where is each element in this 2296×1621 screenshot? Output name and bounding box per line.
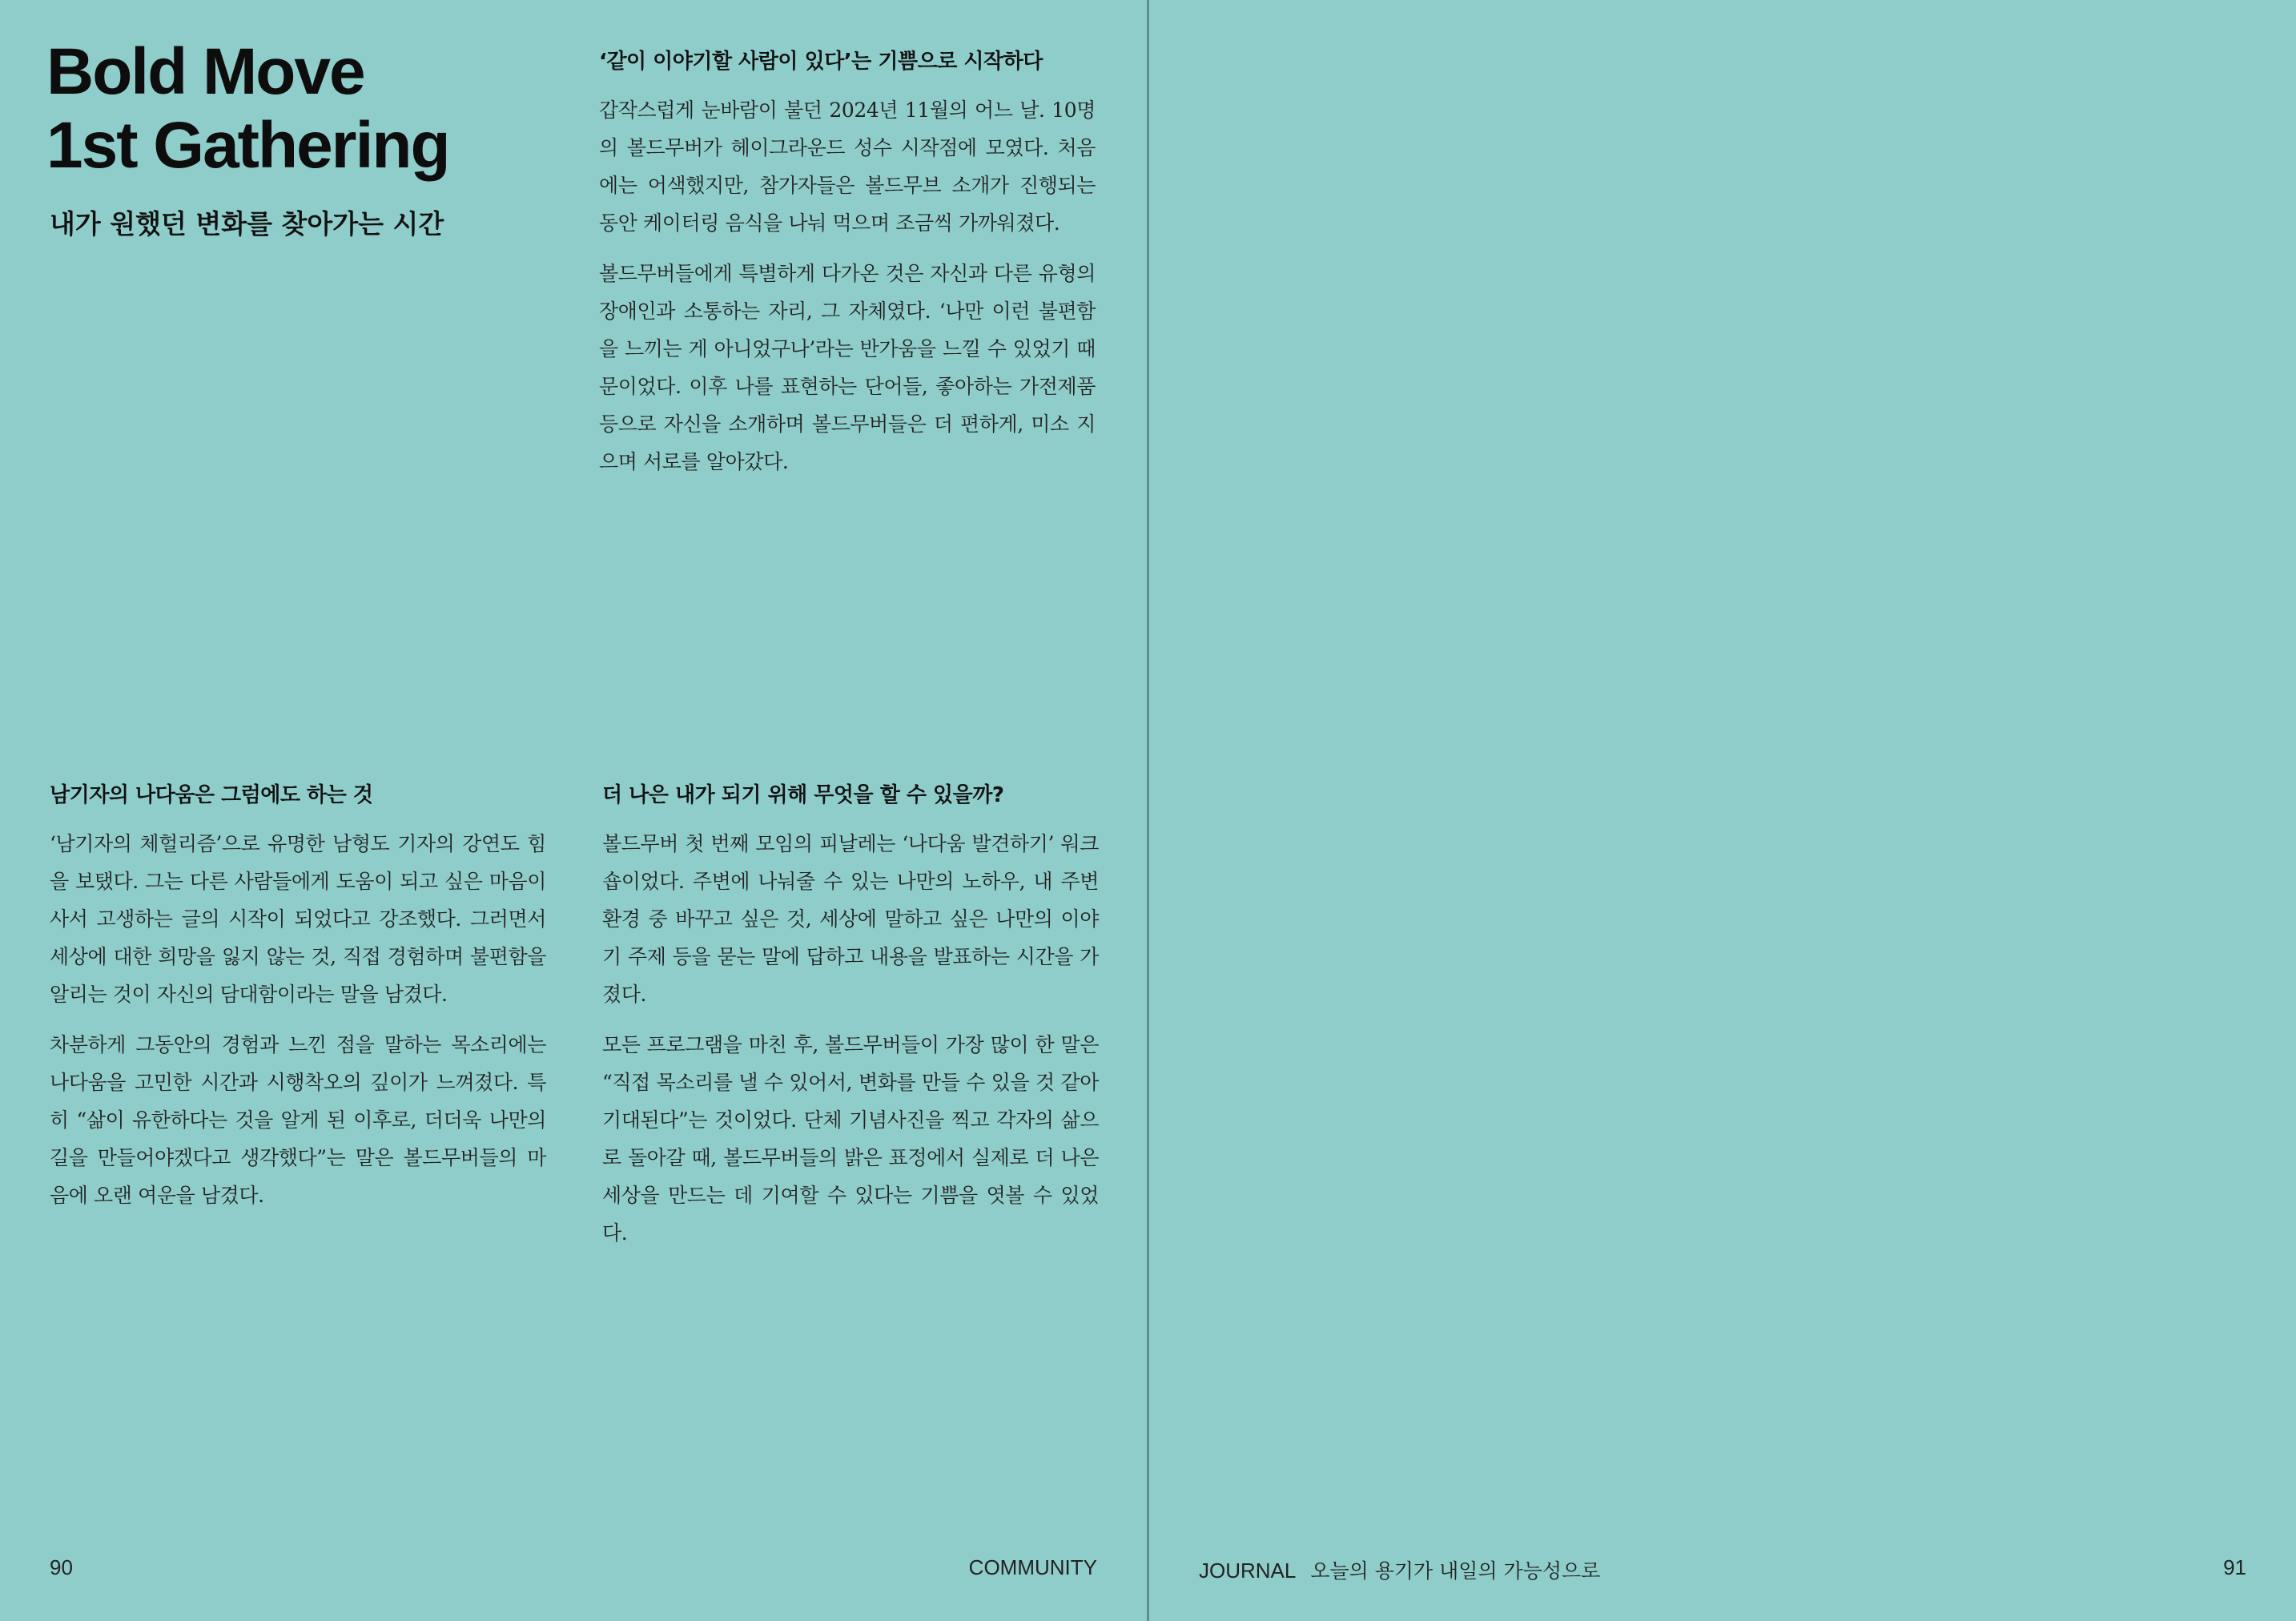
left-page — [0, 0, 1147, 1621]
section-paragraph: 볼드무버 첫 번째 모임의 피날레는 ‘나다움 발견하기’ 워크숍이었다. 주변에 나눠줄 수 있는 나만의 노하우, 내 주변 환경 중 바꾸고 싶은 것, 세상에 말하고 싶은 나만의 이야기 주제 등을 묻는 말에 답하고 내용을 발표하는 시간을 가졌다. — [602, 832, 1099, 1006]
section-paragraph: ‘남기자의 체헐리즘’으로 유명한 남형도 기자의 강연도 힘을 보탰다. 그는 다른 사람들에게 도움이 되고 싶은 마음이 사서 고생하는 글의 시작이 되었다고 강조했다. 그러면서 세상에 대한 희망을 잃지 않는 것, 직접 경험하며 불편함을 알리는 것이 자신의 담대함이라는 말을 남겼다. — [50, 832, 546, 1006]
section-nagija-identity — [50, 778, 546, 1227]
journal-running-head — [1199, 1555, 1600, 1584]
page-number-right: 91 — [2223, 1555, 2246, 1579]
title-line-2: 1st Gathering — [46, 109, 449, 182]
section-paragraph: 갑작스럽게 눈바람이 불던 2024년 11월의 어느 날. 10명의 볼드무버가 헤이그라운드 성수 시작점에 모였다. 처음에는 어색했지만, 참가자들은 볼드무브 소개가 진행되는 동안 케이터링 음식을 나눠 먹으며 조금씩 가까워졌다. — [599, 99, 1096, 235]
journal-tagline: 오늘의 용기가 내일의 가능성으로 — [1310, 1559, 1601, 1583]
article-subtitle: 내가 원했던 변화를 찾아가는 시간 — [50, 208, 444, 239]
section-paragraph: 모든 프로그램을 마친 후, 볼드무버들이 가장 많이 한 말은 “직접 목소리를 낼 수 있어서, 변화를 만들 수 있을 것 같아 기대된다”는 것이었다. 단체 기념사진을 찍고 각자의 삶으로 돌아갈 때, 볼드무버들의 밝은 표정에서 실제로 더 나은 세상을 만드는 데 기여할 수 있다는 기쁨을 엿볼 수 있었다. — [602, 1033, 1099, 1245]
section-paragraph: 볼드무버들에게 특별하게 다가온 것은 자신과 다른 유형의 장애인과 소통하는 자리, 그 자체였다. ‘나만 이런 불편함을 느끼는 게 아니었구나’라는 반가움을 느낄 수 있었기 때문이었다. 이후 나를 표현하는 단어들, 좋아하는 가전제품 등으로 자신을 소개하며 볼드무버들은 더 편하게, 미소 지으며 서로를 알아갔다. — [599, 262, 1096, 473]
title-line-1: Bold Move — [46, 35, 364, 108]
section-heading: 더 나은 내가 되기 위해 무엇을 할 수 있을까? — [602, 783, 1004, 807]
journal-name: JOURNAL — [1199, 1559, 1297, 1583]
section-joy-of-talking — [599, 45, 1096, 493]
right-page — [1149, 0, 2296, 1621]
section-paragraph: 차분하게 그동안의 경험과 느낀 점을 말하는 목소리에는 나다움을 고민한 시간과 시행착오의 깊이가 느껴졌다. 특히 “삶이 유한하다는 것을 알게 된 이후로, 더더욱 나만의 길을 만들어야겠다고 생각했다”는 말은 볼드무버들의 마음에 오랜 여운을 남겼다. — [50, 1033, 546, 1207]
page-number-left: 90 — [50, 1555, 73, 1579]
article-title — [46, 35, 449, 183]
section-better-self — [602, 778, 1099, 1265]
section-heading: 남기자의 나다움은 그럼에도 하는 것 — [50, 783, 373, 807]
section-heading: ‘같이 이야기할 사람이 있다’는 기쁨으로 시작하다 — [599, 50, 1043, 74]
section-label: COMMUNITY — [968, 1555, 1097, 1579]
